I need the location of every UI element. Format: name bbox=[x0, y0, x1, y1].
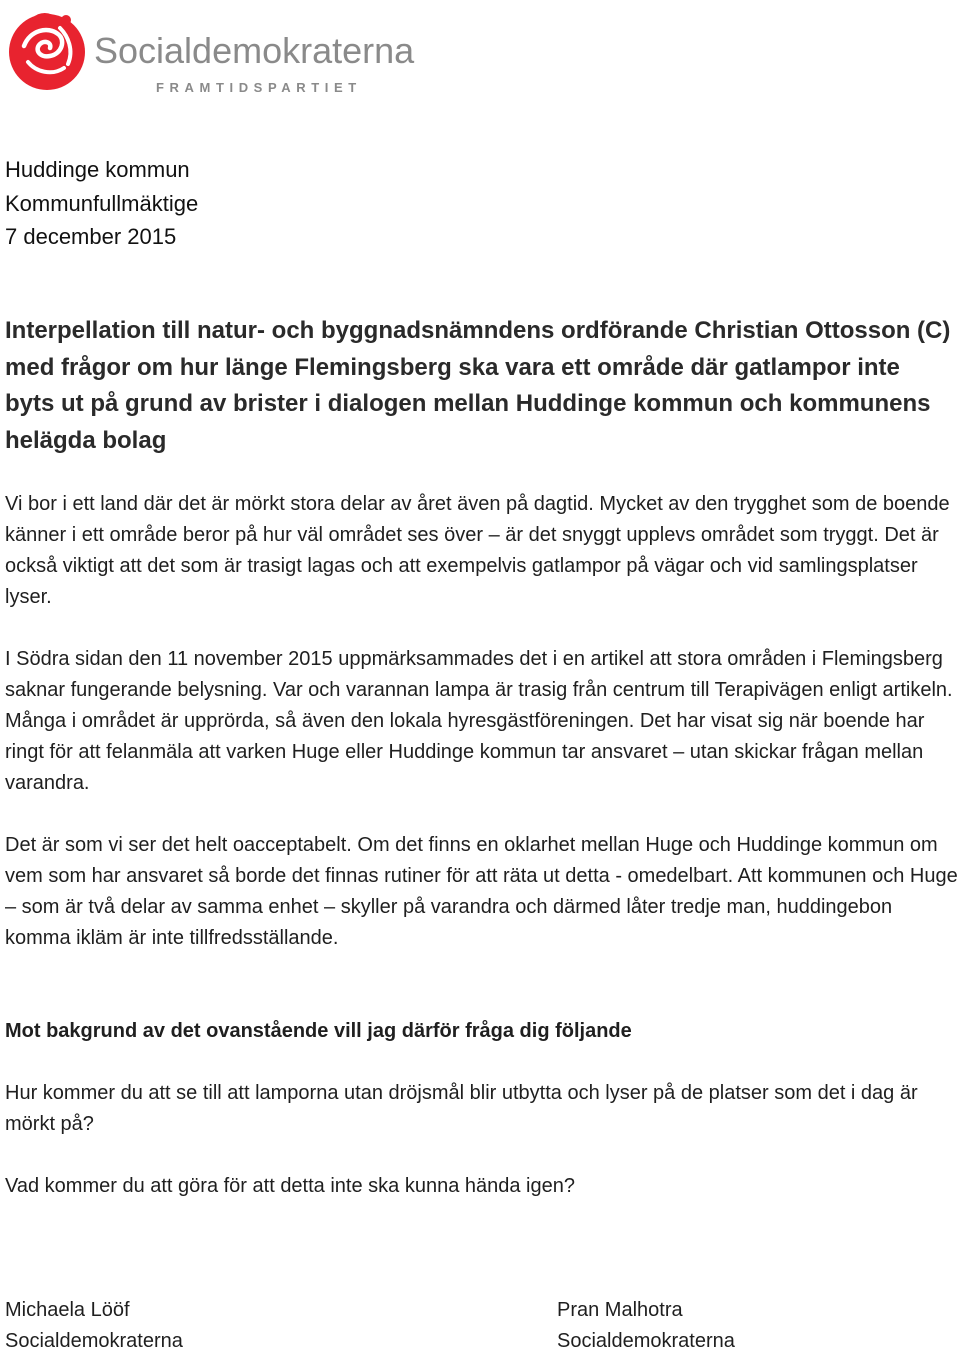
letter-date: 7 december 2015 bbox=[5, 224, 177, 249]
signature-name: Michaela Lööf bbox=[5, 1299, 130, 1321]
recipient-council: Kommunfullmäktige bbox=[5, 190, 199, 216]
question-2: Vad kommer du att göra för att detta inte ska kunna hända igen? bbox=[5, 1175, 575, 1197]
signature-party: Socialdemokraterna bbox=[557, 1330, 735, 1352]
body-paragraph-2: I Södra sidan den 11 november 2015 uppmärksammades det i en artikel att stora områden i Flemingsberg saknar fungerande belysning. Var och varannan lampa är trasig från centrum till Terapivägen enligt artikeln. Många i området är upprörda, så även den lokala hyresgästföreningen. Det har visat sig när boende har ringt för att felanmäla att varken Huge eller Huddinge kommun tar ansvaret – utan skickar frågan mellan varandra. bbox=[5, 648, 953, 794]
recipient-municipality: Huddinge kommun bbox=[5, 157, 190, 182]
signature-party: Socialdemokraterna bbox=[5, 1330, 183, 1352]
party-logo bbox=[4, 6, 424, 96]
document-title: Interpellation till natur- och byggnadsnämndens ordförande Christian Ottosson (C) med frågor om hur länge Flemingsberg ska vara ett område där gatlampor inte byts ut på grund av brister i dialogen mellan Huddinge kommun och kommunens helägda bolag bbox=[5, 317, 951, 454]
rose-icon bbox=[4, 6, 90, 92]
logo-tagline: FRAMTIDSPARTIET bbox=[156, 80, 362, 95]
signature-name: Pran Malhotra bbox=[557, 1299, 683, 1321]
question-heading: Mot bakgrund av det ovanstående vill jag därför fråga dig följande bbox=[5, 1020, 632, 1042]
logo-wordmark: Socialdemokraterna bbox=[94, 30, 415, 71]
question-1: Hur kommer du att se till att lamporna utan dröjsmål blir utbytta och lyser på de platser som det i dag är mörkt på? bbox=[5, 1082, 918, 1135]
signature-left bbox=[5, 1295, 183, 1357]
signature-right bbox=[557, 1295, 735, 1357]
recipient-block bbox=[5, 153, 198, 254]
body-paragraph-3: Det är som vi ser det helt oacceptabelt. Om det finns en oklarhet mellan Huge och Huddinge kommun om vem som har ansvaret så borde det finnas rutiner för att räta ut detta - omedelbart. Att kommunen och Huge – som är två delar av samma enhet – skyller på varandra och därmed låter tredje man, huddingebon komma ikläm är inte tillfredsställande. bbox=[5, 834, 958, 949]
body-paragraph-1: Vi bor i ett land där det är mörkt stora delar av året även på dagtid. Mycket av den trygghet som de boende känner i ett område beror på hur väl området ses över – är det snyggt upplevs området som tryggt. Det är också viktigt att det som är trasigt lagas och att exempelvis gatlampor på vägar och vid samlingsplatser lyser. bbox=[5, 493, 950, 608]
